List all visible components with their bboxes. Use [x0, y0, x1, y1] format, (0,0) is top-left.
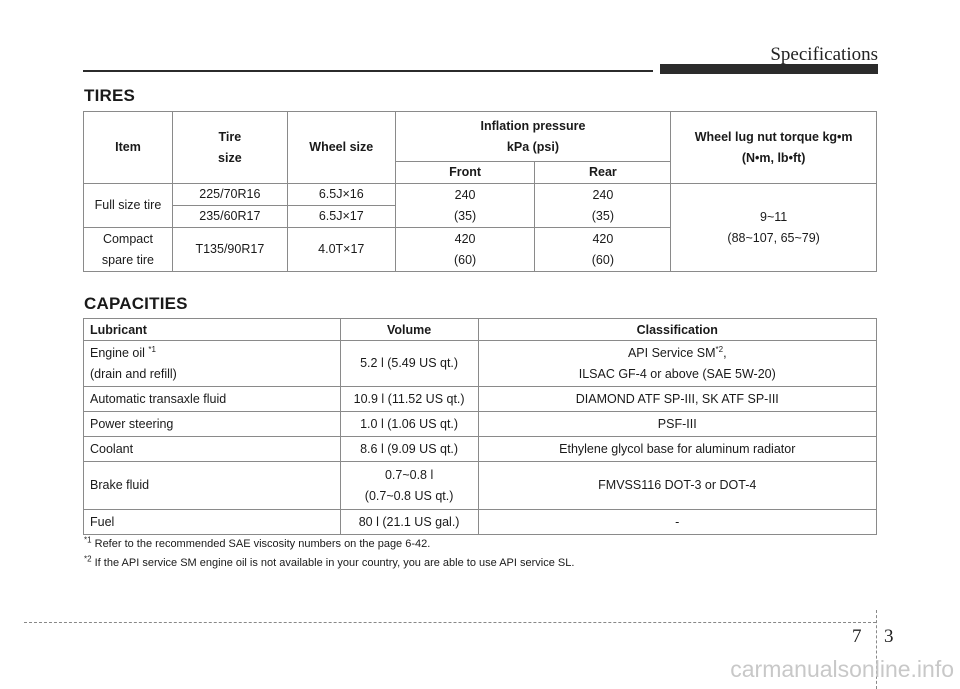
- col-front: Front: [395, 162, 535, 184]
- compact-label-line1: Compact: [102, 231, 153, 246]
- tires-heading: TIRES: [84, 86, 136, 105]
- col-inflation-line1: Inflation pressure: [480, 118, 586, 133]
- footnote-ref-1: *1: [148, 344, 156, 354]
- col-tire-size-line1: Tire: [218, 129, 242, 144]
- compact-label: [84, 228, 173, 272]
- col-wheel-size: Wheel size: [287, 112, 395, 184]
- footer-dashed-line: [24, 622, 876, 623]
- coolant-volume: 8.6 l (9.09 US qt.): [340, 437, 478, 462]
- full-rear-kpa: 240: [592, 187, 614, 202]
- fuel-class: -: [478, 510, 876, 535]
- capacities-heading: CAPACITIES: [84, 294, 188, 313]
- full-size-wheel-1: 6.5J×16: [287, 184, 395, 206]
- torque-value: [671, 184, 877, 272]
- brake-volume-line1: 0.7~0.8 l: [384, 467, 434, 482]
- engine-oil-class: [478, 341, 876, 387]
- col-torque-line2: (N•m, lb•ft): [741, 150, 806, 165]
- footnote-1: [84, 535, 431, 550]
- coolant-label: Coolant: [84, 437, 341, 462]
- engine-oil-class-comma: ,: [723, 345, 727, 360]
- brake-volume: [340, 462, 478, 510]
- compact-front-psi: (60): [453, 252, 477, 267]
- transaxle-label: Automatic transaxle fluid: [84, 387, 341, 412]
- watermark: carmanualsonline.info: [730, 656, 954, 682]
- compact-rear: [535, 228, 671, 272]
- full-size-label: Full size tire: [84, 184, 173, 228]
- col-volume: Volume: [340, 319, 478, 341]
- engine-oil-line1: Engine oil: [90, 345, 145, 360]
- full-size-tire-2: 235/60R17: [172, 206, 287, 228]
- col-inflation: [395, 112, 671, 162]
- col-classification: Classification: [478, 319, 876, 341]
- col-rear: Rear: [535, 162, 671, 184]
- full-rear-psi: (35): [591, 208, 614, 223]
- steering-volume: 1.0 l (1.06 US qt.): [340, 412, 478, 437]
- compact-rear-psi: (60): [591, 252, 614, 267]
- col-lubricant: Lubricant: [84, 319, 341, 341]
- fuel-label: Fuel: [84, 510, 341, 535]
- steering-label: Power steering: [84, 412, 341, 437]
- brake-volume-line2: (0.7~0.8 US qt.): [364, 488, 454, 503]
- compact-front: [395, 228, 535, 272]
- header-rule: [83, 70, 653, 72]
- col-item: Item: [84, 112, 173, 184]
- brake-class: FMVSS116 DOT-3 or DOT-4: [478, 462, 876, 510]
- engine-oil-label: [84, 341, 341, 387]
- col-torque: [671, 112, 877, 184]
- engine-oil-class-line1: API Service SM: [627, 345, 716, 360]
- full-size-rear: [535, 184, 671, 228]
- full-front-kpa: 240: [454, 187, 476, 202]
- footnote-1-text: Refer to the recommended SAE viscosity numbers on the page 6-42.: [94, 538, 431, 550]
- steering-class: PSF-III: [478, 412, 876, 437]
- compact-wheel: 4.0T×17: [287, 228, 395, 272]
- footnote-2-mark: *2: [84, 554, 92, 564]
- full-front-psi: (35): [453, 208, 477, 223]
- engine-oil-volume: 5.2 l (5.49 US qt.): [340, 341, 478, 387]
- torque-kgm: 9~11: [760, 209, 788, 224]
- compact-tire: T135/90R17: [172, 228, 287, 272]
- engine-oil-class-line2: ILSAC GF-4 or above (SAE 5W-20): [578, 366, 776, 381]
- footnote-2-text: If the API service SM engine oil is not available in your country, you are able to use API service SL.: [94, 557, 575, 569]
- transaxle-volume: 10.9 l (11.52 US qt.): [340, 387, 478, 412]
- col-tire-size: [172, 112, 287, 184]
- footnote-2: [84, 554, 575, 569]
- full-size-front: [395, 184, 535, 228]
- fuel-volume: 80 l (21.1 US gal.): [340, 510, 478, 535]
- brake-label: Brake fluid: [84, 462, 341, 510]
- engine-oil-line2: (drain and refill): [90, 366, 177, 381]
- chapter-number: 7: [852, 626, 862, 647]
- coolant-class: Ethylene glycol base for aluminum radiator: [478, 437, 876, 462]
- tires-table: [83, 111, 877, 272]
- compact-rear-kpa: 420: [592, 231, 614, 246]
- col-inflation-line2: kPa (psi): [506, 139, 560, 154]
- capacities-table: [83, 318, 877, 535]
- full-size-wheel-2: 6.5J×17: [287, 206, 395, 228]
- col-torque-line1: Wheel lug nut torque kg•m: [694, 129, 853, 144]
- compact-front-kpa: 420: [454, 231, 476, 246]
- full-size-tire-1: 225/70R16: [172, 184, 287, 206]
- footnote-ref-2: *2: [715, 344, 724, 354]
- transaxle-class: DIAMOND ATF SP-III, SK ATF SP-III: [478, 387, 876, 412]
- col-tire-size-line2: size: [218, 150, 242, 165]
- section-title: Specifications: [770, 44, 878, 65]
- footnote-1-mark: *1: [84, 535, 92, 545]
- torque-nm-lbft: (88~107, 65~79): [727, 230, 820, 245]
- compact-label-line2: spare tire: [101, 252, 155, 267]
- page-number: 3: [884, 626, 894, 647]
